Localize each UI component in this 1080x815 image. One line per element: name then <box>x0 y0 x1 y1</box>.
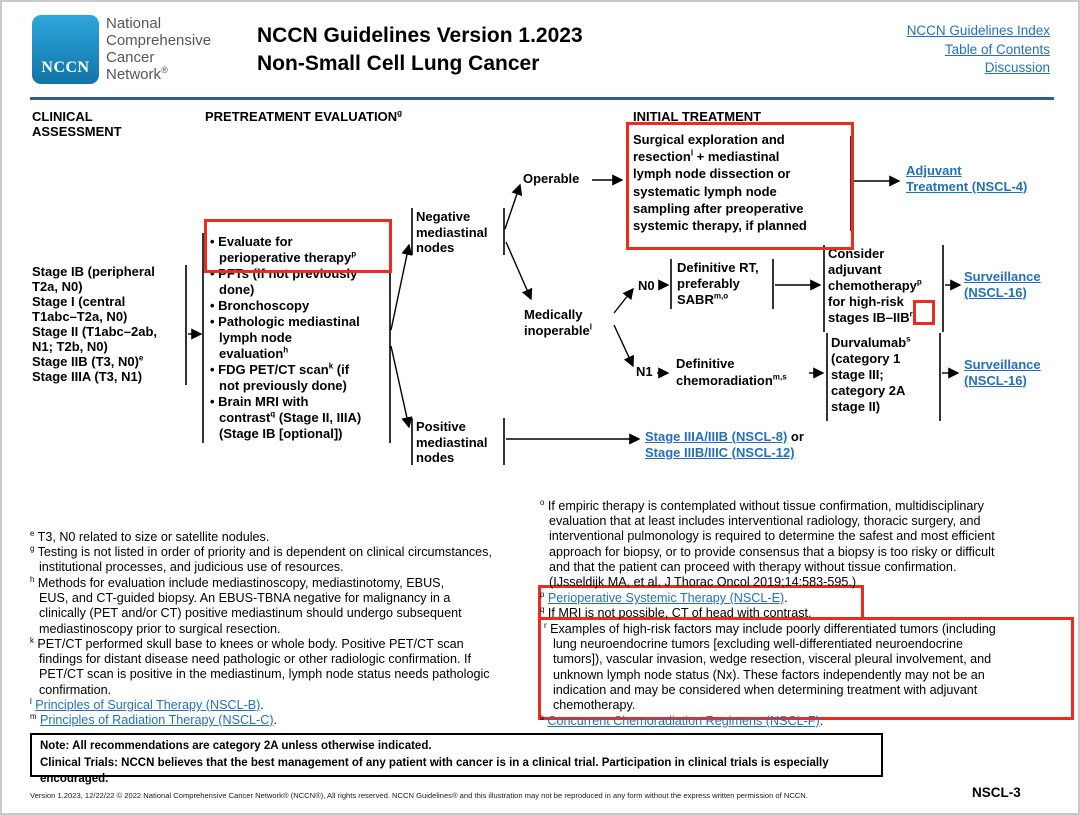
footnote-s: $^s$ Concurrent Chemoradiation Regimens (NSCL-F). <box>540 712 824 728</box>
node-definitive-chemoradiation: Definitive chemoradiation$^{m,s}$ <box>676 356 787 388</box>
or-label: or <box>790 429 804 444</box>
node-surgical-resection: Surgical exploration and resection$^l$ + mediastinal lymph node dissection or systematic lymph node sampling after preoperative systemic therapy, if planned <box>633 132 807 234</box>
node-medically-inoperable: Medically inoperable$^l$ <box>524 307 592 338</box>
footnote-o: $^o$ If empiric therapy is contemplated without tissue confirmation, multidisciplinary evaluation that at least includes interventional radiology, thoracic surgery, and interventional pulmonology is required to determine the safest and most efficient approach for biopsy, or to provide consensus that a biopsy is too risky or difficult and that the patient can proceed with therapy without tissue confirmation. (IJsseldijk MA, et al. J Thorac Oncol 2019;14:583-595.) <box>540 497 995 590</box>
pretreatment-item-lymph-node: • Pathologic mediastinal lymph node evaluation$^h$ <box>210 314 386 362</box>
discussion-link[interactable]: Discussion <box>984 60 1050 75</box>
stage-iiib-line <box>645 445 804 461</box>
stage-iiia-iiib-link[interactable]: Stage IIIA/IIIB (NSCL-8) <box>645 429 788 444</box>
table-of-contents-link[interactable]: Table of Contents <box>944 41 1050 57</box>
radiation-therapy-link[interactable]: Principles of Radiation Therapy (NSCL-C) <box>40 713 274 727</box>
footnote-p: $^p$ Perioperative Systemic Therapy (NSCL-E). <box>540 589 788 605</box>
pretreatment-item-perioperative: • Evaluate for perioperative therapy$^p$ <box>210 234 386 266</box>
node-positive-mediastinal: Positive mediastinal nodes <box>416 419 488 465</box>
nccn-logo-text: NCCN <box>41 59 90 76</box>
footnote-h: $^h$ Methods for evaluation include mediastinoscopy, mediastinotomy, EBUS, EUS, and CT-guided biopsy. An EBUS-TBNA negative for malignancy in a clinically (PET and/or CT) positive mediastinum should undergo subsequent mediastinoscopy prior to surgical resection. <box>30 574 462 636</box>
note-box <box>30 733 883 785</box>
page-number-label: NSCL-3 <box>972 785 1021 800</box>
surgical-therapy-link[interactable]: Principles of Surgical Therapy (NSCL-B) <box>35 698 261 712</box>
node-operable: Operable <box>523 171 580 186</box>
footnote-e: $^e$ T3, N0 related to size or satellite nodules. <box>30 528 270 544</box>
footnote-q: $^q$ If MRI is not possible, CT of head with contrast. <box>540 604 812 620</box>
footnote-l: $^l$ Principles of Surgical Therapy (NSCL-B). <box>30 696 264 712</box>
pretreatment-list <box>210 234 386 442</box>
page-title <box>257 22 583 78</box>
note-line-2: Clinical Trials: NCCN believes that the best management of any patient with cancer is in a clinical trial. Participation in clinical trials is especially encouraged. <box>40 756 829 785</box>
footnote-r: $^r$ Examples of high-risk factors may include poorly differentiated tumors (including lung neuroendocrine tumors [excluding well-differentiated neuroendocrine tumors]), vascular invasion, wedge resection, visceral pleural involvement, and unknown lymph node status (Nx). These factors independently may not be an indication and may be considered when determining treatment with adjuvant chemotherapy. <box>544 620 996 713</box>
pretreatment-item-brain-mri: • Brain MRI with contrast$^q$ (Stage II, IIIA) (Stage IB [optional]) <box>210 394 386 442</box>
footnote-m: $^m$ Principles of Radiation Therapy (NSCL-C). <box>30 711 278 727</box>
stage-list: Stage IB (peripheral T2a, N0) Stage I (central T1abc–T2a, N0) Stage II (T1abc–2ab, N1; T2b, N0) Stage IIB (T3, N0)$^e$ Stage IIIA (T3, N1) <box>32 264 157 384</box>
pretreatment-item-pfts: • PFTs (if not previously done) <box>210 266 386 298</box>
surveillance-link-n1[interactable]: Surveillance (NSCL-16) <box>964 357 1041 388</box>
node-n0: N0 <box>638 278 655 293</box>
adjuvant-treatment-link[interactable]: Adjuvant Treatment (NSCL-4) <box>906 163 1028 194</box>
title-version: NCCN Guidelines Version 1.2023 <box>257 24 583 47</box>
guidelines-index-link[interactable]: NCCN Guidelines Index <box>906 23 1050 38</box>
node-n1: N1 <box>636 364 653 379</box>
pretreatment-item-pet-ct: • FDG PET/CT scan$^k$ (if not previously done) <box>210 362 386 394</box>
stage-iiib-iiic-link[interactable]: Stage IIIB/IIIC (NSCL-12) <box>645 445 795 460</box>
column-header-initial-treatment: INITIAL TREATMENT <box>633 109 762 124</box>
column-header-clinical-assessment: CLINICAL ASSESSMENT <box>32 109 122 139</box>
pretreatment-item-bronchoscopy: • Bronchoscopy <box>210 298 386 314</box>
header-divider <box>30 97 1054 100</box>
header-nav <box>907 22 1050 78</box>
concurrent-chemoradiation-link[interactable]: Concurrent Chemoradiation Regimens (NSCL-F) <box>547 714 820 728</box>
perioperative-systemic-therapy-link[interactable]: Perioperative Systemic Therapy (NSCL-E) <box>547 591 785 605</box>
nccn-logo <box>32 15 99 84</box>
note-line-1: Note: All recommendations are category 2A unless otherwise indicated. <box>40 740 432 752</box>
footnote-k: $^k$ PET/CT performed skull base to knees or whole body. Positive PET/CT scan findings for distant disease need pathologic or other radiologic confirmation. If PET/CT scan is positive in the mediastinum, lymph node status needs pathologic confirmation. <box>30 635 490 697</box>
footnote-g: $^g$ Testing is not listed in order of priority and is dependent on clinical circumstances, institutional processes, and judicious use of resources. <box>30 543 492 575</box>
org-name: National Comprehensive Cancer Network® <box>106 15 212 83</box>
stage-iii-links <box>645 429 804 461</box>
node-definitive-rt: Definitive RT, preferably SABR$^{m,o}$ <box>677 260 759 307</box>
column-header-pretreatment-evaluation: PRETREATMENT EVALUATION$^g$ <box>205 108 403 124</box>
node-negative-mediastinal: Negative mediastinal nodes <box>416 209 488 255</box>
version-copyright-text: Version 1.2023, 12/22/22 © 2022 National Comprehensive Cancer Network® (NCCN®), All rights reserved. NCCN Guidelines® and this illustration may not be reproduced in any form without the express written permission of NCCN. <box>30 791 808 800</box>
title-disease: Non-Small Cell Lung Cancer <box>257 52 540 75</box>
surveillance-link-n0[interactable]: Surveillance (NSCL-16) <box>964 269 1041 300</box>
node-consider-adjuvant-chemo: Consider adjuvant chemotherapy$^p$ for high-risk stages IB–IIB$^r$ <box>828 246 922 325</box>
node-durvalumab: Durvalumab$^s$ (category 1 stage III; category 2A stage II) <box>831 334 911 414</box>
stage-iiia-line <box>645 429 804 445</box>
